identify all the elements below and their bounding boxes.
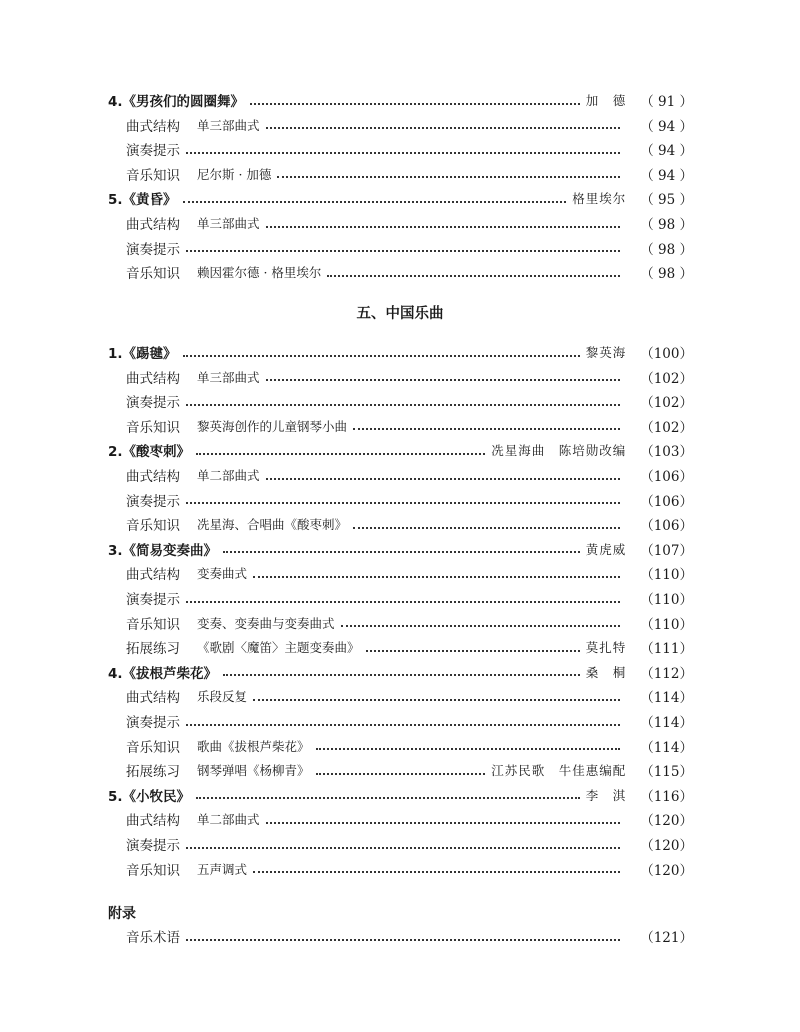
- entry-description: 单三部曲式: [197, 216, 260, 231]
- entry-page-number: （ 94 ）: [640, 118, 693, 135]
- dot-leader: [250, 102, 580, 105]
- entry-page-number: （103）: [640, 444, 693, 461]
- dot-leader: [266, 821, 621, 824]
- dot-leader: [186, 600, 620, 603]
- toc-subentry[interactable]: [126, 735, 693, 757]
- dot-leader: [183, 354, 580, 357]
- toc-subentry[interactable]: [126, 685, 693, 707]
- entry-description: 尼尔斯 · 加德: [197, 166, 272, 182]
- toc-subentry[interactable]: [126, 808, 693, 830]
- entry-page-number: （114）: [640, 690, 693, 707]
- entry-title: 5.《小牧民》: [108, 788, 191, 805]
- entry-description: 单二部曲式: [197, 812, 260, 828]
- dot-leader: [186, 151, 620, 154]
- entry-description: 五声调式: [197, 861, 248, 877]
- entry-page-number: （ 94 ）: [640, 143, 693, 160]
- dot-leader: [316, 747, 621, 750]
- entry-page-number: （111）: [640, 641, 693, 658]
- entry-category: 拓展练习: [126, 641, 180, 658]
- toc-subentry[interactable]: [126, 562, 693, 584]
- dot-leader: [186, 846, 620, 849]
- toc-entry[interactable]: [108, 538, 693, 560]
- toc-entry[interactable]: [108, 187, 693, 209]
- entry-author: 桑 桐: [585, 664, 627, 680]
- toc-entry[interactable]: [108, 784, 693, 806]
- toc-subentry[interactable]: [126, 138, 693, 160]
- entry-author: 黄虎威: [585, 541, 627, 557]
- toc-subentry[interactable]: [126, 261, 693, 283]
- entry-description: 赖因霍尔德 · 格里埃尔: [197, 265, 322, 281]
- entry-category: 演奏提示: [126, 143, 180, 160]
- toc-subentry[interactable]: [126, 513, 693, 535]
- toc-subentry[interactable]: [126, 759, 693, 781]
- entry-page-number: （ 98 ）: [640, 266, 693, 283]
- entry-author: 格里埃尔: [572, 191, 627, 207]
- toc-subentry[interactable]: [126, 710, 693, 732]
- entry-author: 黎英海: [585, 345, 627, 360]
- dot-leader: [266, 477, 621, 480]
- toc-subentry[interactable]: [126, 415, 693, 437]
- dot-leader: [353, 526, 620, 529]
- toc-subentry[interactable]: [126, 858, 693, 880]
- entry-category: 曲式结构: [126, 118, 180, 135]
- entry-category: 音乐知识: [126, 419, 180, 436]
- toc-entry[interactable]: [108, 341, 693, 363]
- entry-page-number: （112）: [640, 665, 693, 682]
- toc-subentry[interactable]: [126, 212, 693, 234]
- dot-leader: [196, 452, 485, 455]
- dot-leader: [277, 175, 620, 178]
- entry-page-number: （106）: [640, 493, 693, 510]
- toc-entry[interactable]: [108, 439, 693, 461]
- entry-description: 单三部曲式: [197, 117, 260, 133]
- entry-category: 曲式结构: [126, 813, 180, 830]
- entry-page-number: （100）: [640, 346, 693, 362]
- entry-title: 4.《拔根芦柴花》: [108, 665, 218, 682]
- toc-subentry[interactable]: [126, 366, 693, 388]
- entry-page-number: （102）: [640, 370, 693, 387]
- dot-leader: [186, 403, 620, 406]
- entry-page-number: （114）: [640, 739, 693, 756]
- entry-title: 2.《酸枣刺》: [108, 444, 191, 461]
- dot-leader: [196, 796, 580, 799]
- section-title: 五、中国乐曲: [356, 306, 444, 322]
- entry-page-number: （ 91 ）: [640, 94, 693, 110]
- entry-page-number: （106）: [640, 469, 693, 485]
- toc-subentry[interactable]: [126, 587, 693, 609]
- entry-title: 1.《踢毽》: [108, 346, 177, 362]
- entry-page-number: （120）: [640, 813, 693, 830]
- toc-subentry[interactable]: [126, 925, 693, 947]
- dot-leader: [223, 550, 580, 553]
- toc-subentry[interactable]: [126, 390, 693, 412]
- entry-page-number: （115）: [640, 764, 693, 781]
- entry-category: 音乐术语: [126, 930, 180, 946]
- toc-entry[interactable]: [108, 661, 693, 683]
- entry-page-number: （107）: [640, 542, 693, 559]
- entry-category: 音乐知识: [126, 862, 180, 879]
- entry-title: 3.《简易变奏曲》: [108, 542, 218, 559]
- entry-page-number: （120）: [640, 862, 693, 879]
- entry-page-number: （120）: [640, 838, 693, 854]
- entry-category: 演奏提示: [126, 395, 180, 412]
- entry-category: 演奏提示: [126, 592, 180, 608]
- entry-category: 音乐知识: [126, 167, 180, 184]
- entry-category: 曲式结构: [126, 370, 180, 387]
- dot-leader: [266, 378, 621, 381]
- dot-leader: [253, 698, 620, 701]
- entry-description: 单二部曲式: [197, 468, 260, 483]
- entry-category: 曲式结构: [126, 217, 180, 233]
- entry-category: 曲式结构: [126, 690, 180, 707]
- entry-category: 音乐知识: [126, 739, 180, 756]
- entry-category: 曲式结构: [126, 567, 180, 584]
- entry-page-number: （110）: [640, 616, 693, 633]
- entry-description: 单三部曲式: [197, 369, 260, 385]
- entry-page-number: （102）: [640, 395, 693, 412]
- dot-leader: [186, 501, 620, 504]
- entry-page-number: （ 98 ）: [640, 241, 693, 258]
- dot-leader: [186, 249, 620, 252]
- dot-leader: [353, 427, 620, 430]
- entry-category: 音乐知识: [126, 518, 180, 535]
- entry-author: 江苏民歌 牛佳惠编配: [491, 763, 627, 779]
- entry-description: 《歌剧〈魔笛〉主题变奏曲》: [197, 640, 360, 656]
- entry-author: 李 淇: [585, 787, 627, 803]
- entry-description: 黎英海创作的儿童钢琴小曲: [197, 418, 348, 434]
- toc-subentry[interactable]: [126, 833, 693, 855]
- toc-subentry[interactable]: [126, 464, 693, 486]
- entry-description: 乐段反复: [197, 689, 248, 705]
- entry-page-number: （116）: [640, 788, 693, 805]
- entry-category: 演奏提示: [126, 241, 180, 258]
- entry-category: 曲式结构: [126, 469, 180, 485]
- dot-leader: [186, 938, 620, 941]
- entry-category: 拓展练习: [126, 764, 180, 781]
- dot-leader: [366, 649, 580, 652]
- entry-page-number: （114）: [640, 715, 693, 731]
- entry-title: 4.《男孩们的圆圈舞》: [108, 94, 245, 110]
- toc-subentry[interactable]: [126, 237, 693, 259]
- entry-page-number: （ 94 ）: [640, 167, 693, 184]
- dot-leader: [341, 624, 621, 627]
- dot-leader: [327, 274, 620, 277]
- appendix-title: 附录: [108, 906, 136, 922]
- entry-title: 5.《黄昏》: [108, 192, 177, 209]
- entry-page-number: （110）: [640, 592, 693, 608]
- entry-page-number: （106）: [640, 518, 693, 535]
- dot-leader: [266, 225, 621, 228]
- toc-subentry[interactable]: [126, 612, 693, 634]
- dot-leader: [186, 723, 620, 726]
- entry-author: 莫扎特: [585, 640, 627, 656]
- toc-entry[interactable]: [108, 89, 693, 111]
- entry-page-number: （ 95 ）: [640, 192, 693, 209]
- entry-page-number: （ 98 ）: [640, 217, 693, 233]
- entry-category: 演奏提示: [126, 493, 180, 510]
- toc-subentry[interactable]: [126, 636, 693, 658]
- dot-leader: [253, 870, 620, 873]
- entry-category: 音乐知识: [126, 616, 180, 633]
- entry-category: 音乐知识: [126, 266, 180, 283]
- entry-description: 钢琴弹唱《杨柳青》: [197, 763, 310, 779]
- entry-author: 冼星海曲 陈培勋改编: [491, 443, 627, 459]
- entry-description: 歌曲《拔根芦柴花》: [197, 738, 310, 754]
- dot-leader: [253, 575, 620, 578]
- entry-category: 演奏提示: [126, 715, 180, 731]
- entry-author: 加 德: [585, 93, 627, 108]
- toc-subentry[interactable]: [126, 489, 693, 511]
- dot-leader: [223, 673, 580, 676]
- dot-leader: [183, 200, 567, 203]
- dot-leader: [316, 772, 486, 775]
- entry-page-number: （102）: [640, 419, 693, 436]
- toc-subentry[interactable]: [126, 114, 693, 136]
- entry-description: 变奏、变奏曲与变奏曲式: [197, 615, 335, 631]
- entry-page-number: （110）: [640, 567, 693, 584]
- entry-description: 变奏曲式: [197, 566, 248, 582]
- entry-description: 冼星海、合唱曲《酸枣刺》: [197, 517, 348, 533]
- toc-subentry[interactable]: [126, 163, 693, 185]
- entry-category: 演奏提示: [126, 838, 180, 854]
- entry-page-number: （121）: [640, 930, 693, 946]
- dot-leader: [266, 126, 621, 129]
